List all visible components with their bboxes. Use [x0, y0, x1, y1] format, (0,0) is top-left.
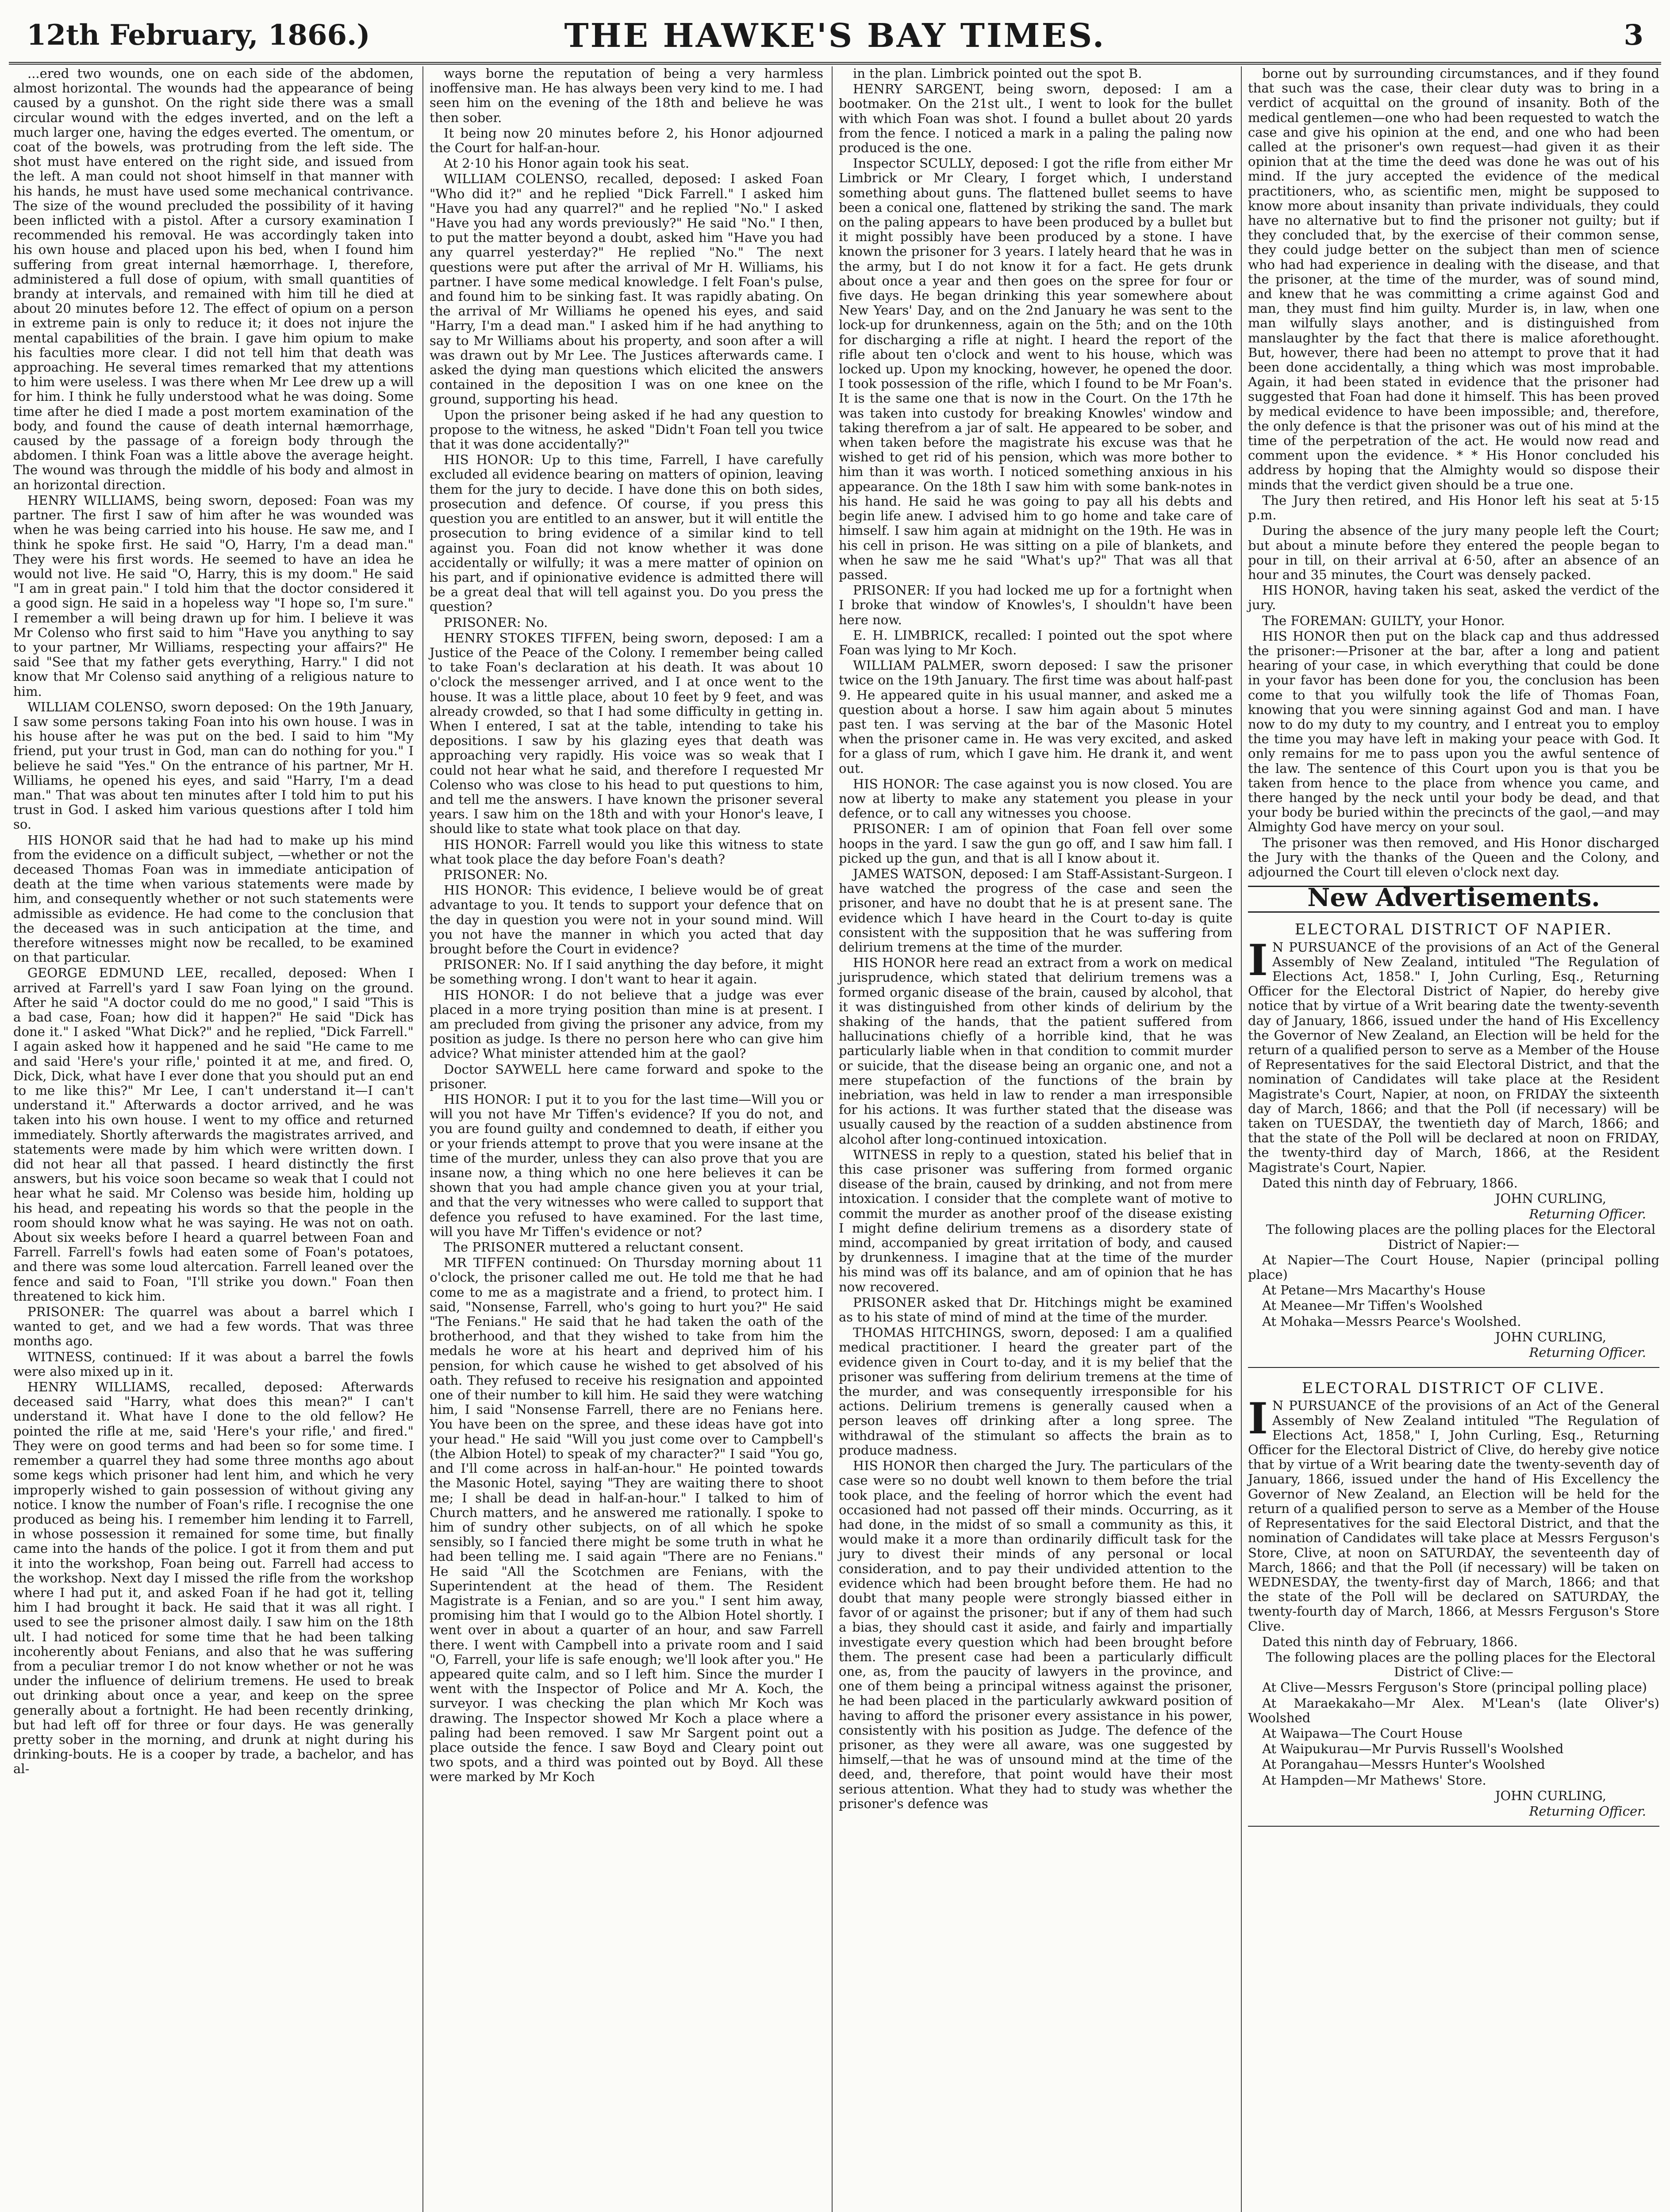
paragraph: PRISONER: No.: [444, 867, 548, 882]
paragraph: Upon the prisoner being asked if he had any question to propose to the witness, he asked "Didn't Foan tell you twice that it was done accidentally?": [430, 407, 823, 452]
ad-dated: Dated this ninth day of February, 1866.: [1262, 1634, 1518, 1649]
paragraph: PRISONER: If you had locked me up for a fortnight when I broke that window of Knowles's, I shouldn't have been here now.: [839, 583, 1232, 627]
paragraph: HIS HONOR: Farrell would you like this witness to state what took place the day before Foan's death?: [430, 837, 823, 867]
column-3: [832, 66, 1232, 2212]
paragraph: HIS HONOR: The case against you is now closed. You are now at liberty to make any statement you please in your defence, or to call any witnesses you choose.: [839, 776, 1232, 821]
paragraph: WILLIAM COLENSO, recalled, deposed: I asked Foan "Who did it?" and he replied "Dick Farrell." I asked him "Have you had any quarrel?" and he replied "No." I asked "Have you had any words previously?" He said "No." I then, to put the matter beyond a doubt, asked him "Have you had any quarrel yesterday?" He replied "No." The next questions were put after the arrival of Mr H. Williams, his partner. I have some medical knowledge. I felt Foan's pulse, and found him to be sinking fast. It was rapidly abating. On the arrival of Mr Williams he opened his eyes, and said "Harry, I'm a dead man." I asked him if he had anything to say to Mr Williams about his property, and soon after a will was drawn out by Mr Lee. The Justices afterwards came. I asked the dying man questions which elicited the answers contained in the deposition I was on one knee on the ground, supporting his head.: [430, 171, 823, 407]
polling-place: At Waipukurau—Mr Purvis Russell's Woolshed: [1262, 1741, 1564, 1757]
signature-role: Returning Officer.: [1529, 1345, 1646, 1360]
paragraph: HENRY SARGENT, being sworn, deposed: I am a bootmaker. On the 21st ult., I went to look for the bullet with which Foan was shot. I found a bullet about 20 yards from the fence. I noticed a mark in a paling the paling now produced is the one.: [839, 81, 1232, 156]
newspaper-title: THE HAWKE'S BAY TIMES.: [564, 17, 1106, 55]
paragraph: MR TIFFEN continued: On Thursday morning about 11 o'clock, the prisoner called me out. He told me that he had come to me as a magistrate and a friend, to protect him. I said, "Nonsense, Farrell, who's going to hurt you?" He said "The Fenians." He said that he had taken the oath of the brotherhood, and that they wished to take from him the medals he wore at his heart and deprived him of his pension, for which cause he wished to get absolved of his oath. They refused to receive his resignation and appointed one of their number to kill him. He said they were watching him, I said "Nonsense Farrell, there are no Fenians here. You have been on the spree, and these ideas have got into your head." He said "Will you just come over to Campbell's (the Albion Hotel) to speak of my character?" I said "You go, and I'll come across in half-an-hour." He pointed towards the Masonic Hotel, saying "They are waiting there to shoot me; I shall be dead in half-an-hour." I talked to him of Church matters, and he answered me rationally. I spoke to him of sundry other subjects, on of all which he spoke sensibly, so I fancied there might be some truth in what he had been telling me. I said again "There are no Fenians." He said "All the Scotchmen are Fenians, with the Superintendent at the head of them. The Resident Magistrate is a Fenian, and so are you." I sent him away, promising him that I would go to the Albion Hotel shortly. I went over in about a quarter of an hour, and saw Farrell there. I went with Campbell into a private room and I said "O, Farrell, your life is safe enough; we'll look after you." He appeared quite calm, and so I left him. Since the murder I went with the Inspector of Police and Mr A. Koch, the surveyor. I was checking the plan which Mr Koch was drawing. The Inspector showed Mr Koch a place where a paling had been removed. I saw Mr Sargent point out a place outside the fence. I saw Boyd and Cleary point out two spots, and a third was pointed out by Boyd. All these were marked by Mr Koch: [430, 1255, 823, 1785]
paragraph: HIS HONOR: Up to this time, Farrell, I have carefully excluded all evidence bearing on matters of opinion, leaving them for the jury to decide. I have done this on both sides, prosecution and defence. Of course, if you press this question you are entitled to an answer, but it will entitle the prosecution to bring evidence of a similar kind to tell against you. Foan did not know whether it was done accidentally or wilfully; it was a mere matter of opinion on his part, and if opinionative evidence is admitted there will be a great deal that will tell against you. Do you press the question?: [430, 452, 823, 614]
polling-place: At Clive—Messrs Ferguson's Store (principal polling place): [1262, 1680, 1647, 1695]
paragraph: Doctor SAYWELL here came forward and spoke to the prisoner.: [430, 1061, 823, 1091]
ad-title: ELECTORAL DISTRICT OF CLIVE.: [1302, 1379, 1605, 1398]
paragraph: The prisoner was then removed, and His Honor discharged the Jury with the thanks of the Queen and the Colony, and adjourned the Court till eleven o'clock next day.: [1248, 835, 1659, 879]
signature-role: Returning Officer.: [1529, 1206, 1646, 1222]
paragraph: HENRY WILLIAMS, being sworn, deposed: Foan was my partner. The first I saw of him after he was wounded was when he was being carried into his house. He saw me, and I think he spoke first. He said "O, Harry, I'm a dead man." They were his first words. He seemed to have an idea he would not live. He said "O, Harry, this is my doom." He said "I am in great pain." I told him that the doctor considered it a good sign. He said in a hopeless way "I hope so, I'm sure." I remember a will being drawn up for him. I believe it was Mr Colenso who first said to him "Have you anything to say to your partner, Mr Williams, respecting your affairs?" He said "See that my father gets everything, Harry." I did not know that Mr Colenso said anything of a religious nature to him.: [13, 492, 414, 699]
signature-name: JOHN CURLING,: [1495, 1329, 1606, 1344]
drop-cap: I: [1248, 935, 1268, 985]
polling-place: At Meanee—Mr Tiffen's Woolshed: [1262, 1298, 1483, 1313]
polling-place: At Hampden—Mr Mathews' Store.: [1262, 1772, 1486, 1788]
drop-cap: I: [1248, 1394, 1268, 1444]
paragraph: WITNESS, continued: If it was about a barrel the fowls were also mixed up in it.: [13, 1349, 414, 1379]
column-4: [1241, 66, 1659, 2212]
paragraph: Inspector SCULLY, deposed: I got the rifle from either Mr Limbrick or Mr Cleary, I forget which, I understand something about guns. The flattened bullet seems to have been a conical one, flattened by striking the sand. The mark on the paling appears to have been produced by a bullet but it might possibly have been produced by a stone. I have known the prisoner for 3 years. I lately heard that he was in the army, but I do not know it for a fact. He gets drunk about once a year and then goes on the spree for four or five days. He began drinking this year somewhere about New Years' Day, and on the 2nd January he was sent to the lock-up for drunkenness, again on the 5th; and on the 10th for discharging a rifle at night. I heard the report of the rifle about ten o'clock and went to his house, which was locked up. Upon my knocking, however, he opened the door. I took possession of the rifle, which I found to be Mr Foan's. It is the same one that is now in the Court. On the 17th he was taken into custody for breaking Knowles' window and taking therefrom a jar of salt. He appeared to be sober, and when taken before the magistrate his excuse was that he wished to get rid of his pension, which was more bother to him than it was worth. I noticed something anxious in his appearance. On the 18th I saw him with some bank-notes in his hand. He said he was going to pay all his debts and begin life anew. I advised him to go home and take care of himself. I saw him again at midnight on the 19th. He was in his cell in prison. He was sitting on a pile of blankets, and when he saw me he said "What's up?" That was all that passed.: [839, 156, 1232, 582]
paragraph: GEORGE EDMUND LEE, recalled, deposed: When I arrived at Farrell's yard I saw Foan lying on the ground. After he said "A doctor could do me no good," I said "This is a bad case, Foan; how did it happen?" He said "Dick has done it." I asked "What Dick?" and he replied, "Dick Farrell." I again asked how it happened and he said "He came to me and said 'Here's your rifle,' pointed it at me, and fired. O, Dick, Dick, what have I ever done that you should put an end to me like this?" Mr Lee, I can't understand it—I can't understand it." Afterwards a doctor arrived, and he was taken into his own house. I went to my office and returned immediately. Shortly afterwards the magistrates arrived, and statements were made by him which were written down. I did not hear all that passed. I heard distinctly the first answers, but his voice soon became so weak that I could not hear what he said. Mr Colenso was beside him, holding up his head, and repeating his words so that the people in the room should know what he was saying. He was not on oath. About six weeks before I heard a quarrel between Foan and Farrell. Farrell's fowls had eaten some of Foan's potatoes, and there was some loud altercation. Farrell leaned over the fence and said to Foan, "I'll strike you down." Foan then threatened to kick him.: [13, 965, 414, 1304]
paragraph: The FOREMAN: GUILTY, your Honor.: [1262, 613, 1505, 628]
column-1: [13, 66, 414, 2212]
paragraph: HIS HONOR: I put it to you for the last time—Will you or will you not have Mr Tiffen's evidence? If you do not, and you are found guilty and condemned to death, if either you or your friends attempt to prove that you were insane at the time of the murder, unless they can also prove that you are insane now, a thing which no one here believes it can be shown that you had ample chance given you at your trial, and that the very witnesses who were called to support that defence you refused to have examined. For the last time, will you have Mr Tiffen's evidence or not?: [430, 1092, 823, 1239]
paragraph: borne out by surrounding circumstances, and if they found that such was the case, their clear duty was to bring in a verdict of acquittal on the ground of insanity. Both of the medical gentlemen—one who had been requested to watch the case and give his opinion at the end, and one who had been called at the prisoner's own request—had given it as their opinion that at the time the deed was done he was out of his mind. If the jury accepted the evidence of the medical practitioners, who, as scientific men, might be supposed to know more about insanity than private individuals, they could have no alternative but to find the prisoner not guilty; but if they concluded that, by the exercise of their common sense, they could judge better on the subject than men of science who had had experience in dealing with the disease, and that the prisoner, at the time of the murder, was of sound mind, and knew that he was committing a crime against God and man, they must find him guilty. Murder is, in law, when one man wilfully slays another, and is distinguished from manslaughter by the fact that there is malice aforethought. But, however, there had been no attempt to prove that it had been done accidentally, a thing which was most improbable. Again, it had been stated in evidence that the prisoner had suggested that Foan had done it himself. This has been proved by medical evidence to have been impossible; and, therefore, the only defence is that the prisoner was out of his mind at the time of the perpetration of the act. He would now read and comment upon the evidence. * * His Honor concluded his address by hoping that the Almighty would so dispose their minds that the verdict given should be a true one.: [1248, 66, 1659, 492]
paragraph: PRISONER: No.: [444, 614, 548, 630]
paragraph: WILLIAM COLENSO, sworn deposed: On the 19th January, I saw some persons taking Foan into his own house. I was in his house after he was put on the bed. I said to him "My friend, put your trust in God, man can do nothing for you." I believe he said "Yes." On the entrance of his partner, Mr H. Williams, he opened his eyes, and said "Harry, I'm a dead man." That was about ten minutes after I told him to put his trust in God. I asked him various questions after I told him so.: [13, 699, 414, 832]
ad-title: ELECTORAL DISTRICT OF NAPIER.: [1294, 921, 1613, 939]
polling-place: At Petane—Mrs Macarthy's House: [1262, 1283, 1486, 1298]
polling-place: At Maraekakaho—Mr Alex. M'Lean's (late Oliver's) Woolshed: [1248, 1695, 1659, 1725]
advertisement-napier: [1248, 916, 1659, 1368]
paragraph: HENRY STOKES TIFFEN, being sworn, deposed: I am a Justice of the Peace of the Colony. I remember being called to take Foan's declaration at his death. It was about 10 o'clock the messenger arrived, and I at once went to the house. It was a little place, about 10 feet by 9 feet, and was already crowded, so that I had some difficulty in getting in. When I entered, I sat at the table, intending to take his depositions. I saw by his glazing eyes that death was approaching very rapidly. His voice was so weak that I could not hear what he said, and therefore I requested Mr Colenso who was close to his head to put questions to him, and tell me the answers. I have known the prisoner several years. I saw him on the 18th and with your Honor's leave, I should like to state what took place on that day.: [430, 630, 823, 837]
paragraph: HIS HONOR: I do not believe that a judge was ever placed in a more trying position than mine is at present. I am precluded from giving the prisoner any advice, from my position as judge. Is there no person here who can give him advice? What minister attended him at the gaol?: [430, 987, 823, 1061]
ad-body-text: N PURSUANCE of the provisions of an Act of the General Assembly of New Zealand intituled "The Regulation of Elections Act, 1858," I, John Curling, Esq., Returning Officer for the Electoral District of Clive, do hereby give notice that by virtue of a Writ bearing date the twenty-seventh day of January, 1866, issued under the hand of His Excellency the Governor of New Zealand, an Election will be held for the return of a qualified person to serve as a Member of the House of Representatives for the said Electoral District, and that the nomination of Candidates will take place at Messrs Ferguson's Store, Clive, at noon on SATURDAY, the seventeenth day of March, 1866; and that the Poll (if necessary) will be taken on WEDNESDAY, the twenty-first day of March, 1866; and that the state of the Poll will be declared on SATURDAY, the twenty-fourth day of March, 1866, at Messrs Ferguson's Store Clive.: [1248, 1398, 1659, 1634]
advertisement-clive: [1248, 1375, 1659, 1827]
paragraph: HIS HONOR, having taken his seat, asked the verdict of the jury.: [1248, 583, 1659, 613]
paragraph: It being now 20 minutes before 2, his Honor adjourned the Court for half-an-hour.: [430, 125, 823, 156]
signature-name: JOHN CURLING,: [1495, 1191, 1606, 1206]
paragraph: THOMAS HITCHINGS, sworn, deposed: I am a qualified medical practitioner. I heard the greater part of the evidence given in Court to-day, and it is my belief that the prisoner was suffering from delirium tremens at the time of the murder, and was consequently irresponsible for his actions. Delirium tremens is generally caused when a person leaves off drinking after a long spree. The withdrawal of the stimulant so affects the brain as to produce madness.: [839, 1325, 1232, 1458]
polling-place: At Porangahau—Messrs Hunter's Woolshed: [1262, 1757, 1545, 1772]
paragraph: PRISONER: The quarrel was about a barrel which I wanted to get, and we had a few words. That was three months ago.: [13, 1304, 414, 1349]
paragraph: HIS HONOR here read an extract from a work on medical jurisprudence, which stated that delirium tremens was a formed organic disease of the brain, caused by alcohol, that it was distinguished from other kinds of delirium by the shaking of the hands, that the patient suffered from hallucinations chiefly of a horrible kind, that he was particularly liable when in that condition to commit murder or suicide, that the disease being an organic one, and not a mere stupefaction of the functions of the brain by inebriation, was held in law to render a man irresponsible for his actions. It was further stated that the disease was usually caused by the reaction of a sudden abstinence from alcohol after long-continued intoxication.: [839, 955, 1232, 1147]
paragraph: PRISONER asked that Dr. Hitchings might be examined as to his state of mind of mind at the time of the murder.: [839, 1294, 1232, 1325]
paragraph: The PRISONER muttered a reluctant consent.: [444, 1240, 744, 1255]
places-intro: The following places are the polling places for the Electoral District of Napier:—: [1266, 1222, 1656, 1252]
page-number: 3: [1624, 19, 1643, 52]
paragraph: E. H. LIMBRICK, recalled: I pointed out the spot where Foan was lying to Mr Koch.: [839, 627, 1232, 657]
signature-role: Returning Officer.: [1529, 1803, 1646, 1819]
ad-body-text: N PURSUANCE of the provisions of an Act of the General Assembly of New Zealand, intituled "The Regulation of Elections Act, 1858." I, John Curling, Esq., Returning Officer for the Electoral District of Napier, do hereby give notice that by virtue of a Writ bearing date the twenty-seventh day of January, 1866, issued under the hand of His Excellency the Governor of New Zealand, an Election will be held for the return of a qualified person to serve as a Member of the House of Representatives for the said Electoral District, and that the nomination of Candidates will take place at the Resident Magistrate's Court, Napier, at noon, on FRIDAY the sixteenth day of March, 1866; and that the Poll (if necessary) will be taken on TUESDAY, the twentieth day of March, 1866; and that the state of the Poll will be declared at noon on FRIDAY, the twenty-third day of March, 1866, at the Resident Magistrate's Court, Napier.: [1248, 939, 1659, 1175]
paragraph: At 2·10 his Honor again took his seat.: [444, 156, 690, 171]
paragraph: The Jury then retired, and His Honor left his seat at 5·15 p.m.: [1248, 492, 1659, 523]
paragraph: JAMES WATSON, deposed: I am Staff-Assistant-Surgeon. I have watched the progress of the case and seen the prisoner, and have no doubt that he is at present sane. The evidence which I have heard in the Court to-day is quite consistent with the supposition that he was suffering from delirium tremens at the time of the murder.: [839, 866, 1232, 955]
signature-name: JOHN CURLING,: [1495, 1788, 1606, 1803]
paragraph: in the plan. Limbrick pointed out the spot B.: [853, 66, 1142, 81]
column-2: [422, 66, 823, 2212]
paragraph: HIS HONOR said that he had had to make up his mind from the evidence on a difficult subject, —whether or not the deceased Thomas Foan was in immediate anticipation of death at the time when various statements were made by him, and consequently whether or not such statements were admissible as evidence. He had come to the conclusion that the deceased was in such anticipation at the time, and therefore witnesses might now be recalled, to be examined on that particular.: [13, 832, 414, 965]
ad-body: [1248, 935, 1659, 1175]
paragraph: WITNESS in reply to a question, stated his belief that in this case prisoner was suffering from formed organic disease of the brain, caused by drinking, and not from mere intoxication. I consider that the complete want of motive to commit the murder as another proof of the disease existing I might define delirium tremens as a disordery state of mind, accompanied by great irritation of body, and caused by drunkenness. I imagine that at the time of the murder his mind was off its balance, and am of opinion that he has now recovered.: [839, 1147, 1232, 1294]
paragraph: HIS HONOR then charged the Jury. The particulars of the case were so no doubt well known to them before the trial took place, and the feeling of horror which the event had occasioned had not passed off their minds. Occurring, as it had done, in the midst of so small a community as this, it would make it a more than ordinarily difficult task for the jury to divest their minds of any personal or local consideration, and to pay their undivided attention to the evidence which had been brought before them. He had no doubt that many people were strongly biassed either in favor of or against the prisoner; but if any of them had such a bias, they should cast it aside, and fairly and impartially investigate every question which had been brought before them. The present case had been a particularly difficult one, as, from the paucity of lawyers in the province, and one of them being a principal witness against the prisoner, he had been placed in the particularly awkward position of having to afford the prisoner every assistance in his power, consistently with his position as Judge. The defence of the prisoner, as they were all aware, was one suggested by himself,—that he was of unsound mind at the time of the deed, and, therefore, that point would have their most serious attention. What they had to study was whether the prisoner's defence was: [839, 1458, 1232, 1811]
polling-place: At Napier—The Court House, Napier (principal polling place): [1248, 1252, 1659, 1283]
paragraph: During the absence of the jury many people left the Court; but about a minute before they entered the people began to pour in till, on their arrival at 6·50, after an absence of an hour and 35 minutes, the Court was densely packed.: [1248, 523, 1659, 582]
paragraph: HENRY WILLIAMS, recalled, deposed: Afterwards deceased said "Harry, what does this mean?" I can't understand it. What have I done to the old fellow? He pointed the rifle at me, said 'Here's your rifle,' and fired." They were on good terms and had been so for some time. I remember a quarrel they had some three months ago about some kegs which prisoner had lent him, and which he very improperly wished to gain possession of without giving any notice. I know the number of Foan's rifle. I recognise the one produced as being his. I remember him lending it to Farrell, in whose possession it remained for some time, but finally came into the hands of the police. I got it from them and put it into the workshop, Foan being out. Farrell had access to the workshop. Next day I missed the rifle from the workshop where I had put it, and asked Foan if he had got it, telling him I had brought it back. He said that it was all right. I used to see the prisoner almost daily. I saw him on the 18th ult. I had noticed for some time that he had been talking incoherently about Fenians, and also that he was suffering from a peculiar tremor I do not know whether or not he was under the influence of delirium tremens. He used to break out drinking about once a year, and keep on the spree generally about a fortnight. He had been recently drinking, but had left off for three or four days. He was generally pretty sober in the morning, and drunk at night during his drinking-bouts. He is a cooper by trade, a bachelor, and has al-: [13, 1379, 414, 1777]
paragraph: HIS HONOR: This evidence, I believe would be of great advantage to you. It tends to support your defence that on the day in question you were not in your sound mind. Will you not have the manner in which you acted that day brought before the Court in evidence?: [430, 883, 823, 956]
paragraph: ways borne the reputation of being a very harmless inoffensive man. He has always been very kind to me. I had seen him on the evening of the 18th and believe he was then sober.: [430, 66, 823, 125]
paragraph: WILLIAM PALMER, sworn deposed: I saw the prisoner twice on the 19th January. The first time was about half-past 9. He appeared quite in his usual manner, and asked me a question about a horse. I saw him again about 5 minutes past ten. I was serving at the bar of the Masonic Hotel when the prisoner came in. He was very excited, and asked for a glass of rum, which I gave him. He drank it, and went out.: [839, 658, 1232, 776]
ad-body: [1248, 1394, 1659, 1634]
masthead: [9, 9, 1661, 65]
paragraph: PRISONER: No. If I said anything the day before, it might be something wrong. I don't want to hear it again.: [430, 957, 823, 987]
paragraph: HIS HONOR then put on the black cap and thus addressed the prisoner:—Prisoner at the bar, after a long and patient hearing of your case, in which everything that could be done in your favor has been done for you, the conclusion has been come to that you wilfully took the life of Thomas Foan, knowing that you were sinning against God and man. I have now to do my duty to my country, and I entreat you to employ the time you may have left in making your peace with God. It only remains for me to pass upon you the awful sentence of the law. The sentence of this Court upon you is that you be taken from hence to the place from whence you came, and there hanged by the neck until your body be dead, and that your body be buried within the precincts of the gaol,—and may Almighty God have mercy on your soul.: [1248, 628, 1659, 835]
paragraph: ...ered two wounds, one on each side of the abdomen, almost horizontal. The wounds had the appearance of being caused by a gunshot. On the right side there was a small circular wound with the edges inverted, and on the left a much larger one, having the edges everted. The omentum, or coat of the bowels, was protruding from the left side. The shot must have entered on the right side, and issued from the left. A man could not shoot himself in that manner with his hands, he must have used some mechanical contrivance. The size of the wound precluded the possibility of it having been inflicted with a pistol. After a cursory examination I recommended his removal. He was accordingly taken into his own house and placed upon his bed, when I found him suffering from great internal hæmorrhage. I, therefore, administered a full dose of opium, with small quantities of brandy at intervals, and remained with him till he died at about 20 minutes before 12. The effect of opium on a person in extreme pain is only to reduce it; it does not injure the mental capabilities of the brain. I gave him opium to make his faculties more clear. I did not tell him that death was approaching. He several times remarked that my attentions to him were useless. I was there when Mr Lee drew up a will for him. I think he fully understood what he was doing. Some time after he died I made a post mortem examination of the body, and found the cause of death internal hæmorrhage, caused by the passage of a foreign body through the abdomen. I think Foan was a little above the average height. The wound was through the middle of his body and almost in an horizontal direction.: [13, 66, 414, 492]
new-advertisements-heading: New Advertisements.: [1307, 883, 1600, 913]
polling-place: At Waipawa—The Court House: [1262, 1725, 1463, 1741]
places-intro: The following places are the polling places for the Electoral District of Clive:—: [1266, 1649, 1656, 1680]
polling-place: At Mohaka—Messrs Pearce's Woolshed.: [1262, 1313, 1521, 1329]
ad-dated: Dated this ninth day of February, 1866.: [1262, 1175, 1518, 1190]
paragraph: PRISONER: I am of opinion that Foan fell over some hoops in the yard. I saw the gun go off, and I saw him fall. I picked up the gun, and that is all I know about it.: [839, 821, 1232, 866]
issue-date: 12th February, 1866.): [27, 19, 370, 52]
